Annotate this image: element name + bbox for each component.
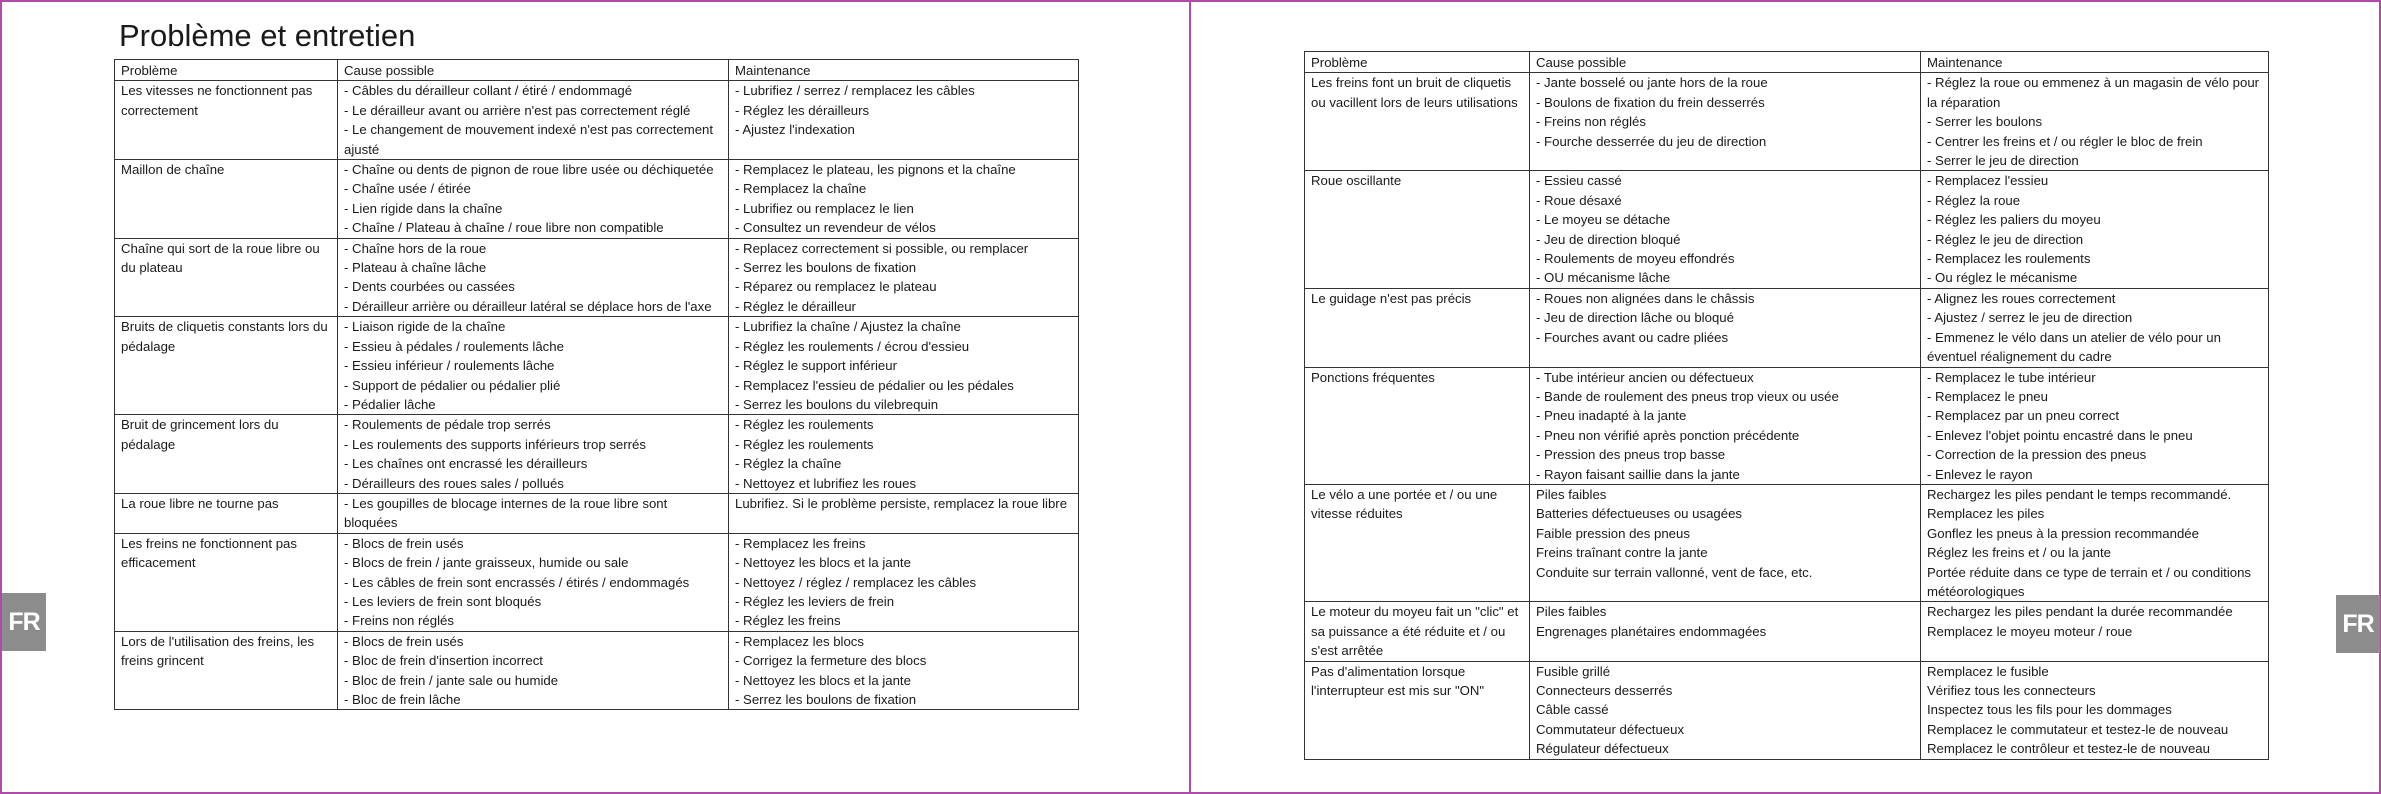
maintenance-line: Remplacez le contrôleur et testez-le de nouveau (1927, 741, 2210, 757)
problem-cell (1305, 367, 1530, 484)
maintenance-line: - Remplacez le tube intérieur (1927, 369, 2096, 385)
cause-line: - Dents courbées ou cassées (344, 279, 515, 295)
problem-cell (115, 415, 338, 494)
problem-line: Pas d'alimentation lorsque l'interrupteur est mis sur "ON" (1311, 663, 1485, 698)
cause-line: Conduite sur terrain vallonné, vent de face, etc. (1536, 564, 1813, 580)
problem-cell (115, 238, 338, 317)
problem-cell (115, 493, 338, 533)
maintenance-line: - Lubrifiez / serrez / remplacez les câbles (735, 83, 975, 99)
table-header-row (1305, 52, 2269, 73)
maintenance-cell (729, 81, 1079, 160)
cause-line: - Blocs de frein usés (344, 535, 464, 551)
maintenance-line: - Remplacez l'essieu de pédalier ou les pédales (735, 377, 1014, 393)
cause-line: Régulateur défectueux (1536, 741, 1669, 757)
cause-line: Engrenages planétaires endommagées (1536, 623, 1767, 639)
cause-line: - Les roulements des supports inférieurs trop serrés (344, 436, 646, 452)
cause-line: - Dérailleur arrière ou dérailleur latéral se déplace hors de l'axe (344, 298, 712, 314)
maintenance-cell (729, 238, 1079, 317)
page-border-left (0, 0, 2, 794)
maintenance-line: - Réparez ou remplacez le plateau (735, 279, 937, 295)
maintenance-line: - Réglez le jeu de direction (1927, 231, 2084, 247)
maintenance-line: - Réglez la chaîne (735, 456, 842, 472)
cause-line: - Chaîne / Plateau à chaîne / roue libre non compatible (344, 220, 664, 236)
cause-cell (338, 493, 729, 533)
problem-line: Le guidage n'est pas précis (1311, 290, 1472, 306)
cause-line: Câble cassé (1536, 702, 1609, 718)
maintenance-line: - Nettoyez les blocs et la jante (735, 555, 911, 571)
problem-line: Les freins font un bruit de cliquetis ou vacillent lors de leurs utilisations (1311, 75, 1518, 110)
maintenance-line: - Réglez les dérailleurs (735, 102, 870, 118)
maintenance-line: - Emmenez le vélo dans un atelier de vélo pour un éventuel réalignement du cadre (1927, 329, 2221, 365)
problem-line: La roue libre ne tourne pas (121, 495, 279, 511)
cause-cell (1530, 73, 1921, 171)
maintenance-line: - Remplacez les blocs (735, 633, 864, 649)
maintenance-line: - Serrez les boulons de fixation (735, 260, 917, 276)
maintenance-line: - Consultez un revendeur de vélos (735, 220, 936, 236)
table-row (1305, 602, 2269, 661)
maintenance-cell (729, 415, 1079, 494)
cause-line: - Tube intérieur ancien ou défectueux (1536, 369, 1754, 385)
cause-cell (338, 317, 729, 415)
cause-cell (1530, 602, 1921, 661)
maintenance-line: Rechargez les piles pendant la durée recommandée (1927, 604, 2233, 620)
maintenance-line: - Lubrifiez ou remplacez le lien (735, 200, 914, 216)
maintenance-line: - Enlevez l'objet pointu encastré dans le pneu (1927, 427, 2193, 443)
maintenance-line: - Remplacez le pneu (1927, 388, 2048, 404)
table-row (1305, 661, 2269, 759)
maintenance-line: - Remplacez l'essieu (1927, 173, 2049, 189)
maintenance-line: - Réglez les leviers de frein (735, 593, 895, 609)
maintenance-cell (729, 160, 1079, 239)
problem-line: Lors de l'utilisation des freins, les freins grincent (121, 633, 315, 669)
maintenance-cell (1921, 73, 2269, 171)
maintenance-line: Remplacez le fusible (1927, 663, 2049, 679)
cause-cell (1530, 661, 1921, 759)
table-row (115, 533, 1079, 631)
cause-cell (1530, 288, 1921, 367)
cause-line: - Les goupilles de blocage internes de la roue libre sont bloquées (344, 495, 668, 531)
cause-cell (338, 415, 729, 494)
table-row (1305, 171, 2269, 288)
cause-line: - Fourche desserrée du jeu de direction (1536, 133, 1767, 149)
maintenance-line: - Réglez le support inférieur (735, 358, 897, 374)
maintenance-line: - Réglez les roulements / écrou d'essieu (735, 338, 970, 354)
maintenance-cell (1921, 661, 2269, 759)
problem-cell (1305, 602, 1530, 661)
maintenance-line: Rechargez les piles pendant le temps recommandé. (1927, 486, 2232, 502)
maintenance-line: - Serrer les boulons (1927, 114, 2043, 130)
maintenance-line: Remplacez les piles (1927, 506, 2045, 522)
problem-cell (1305, 171, 1530, 288)
cause-line: - Bloc de frein lâche (344, 692, 461, 707)
maintenance-line: Gonflez les pneus à la pression recommandée (1927, 525, 2199, 541)
cause-line: - Pression des pneus trop basse (1536, 447, 1726, 463)
cause-line: - Chaîne hors de la roue (344, 240, 487, 256)
cause-line: - Freins non réglés (1536, 114, 1646, 130)
maintenance-line: Remplacez le moyeu moteur / roue (1927, 623, 2133, 639)
problem-cell (1305, 661, 1530, 759)
table-row (1305, 367, 2269, 484)
maintenance-line: - Centrer les freins et / ou régler le bloc de frein (1927, 133, 2203, 149)
table-row (1305, 288, 2269, 367)
cause-line: - Câbles du dérailleur collant / étiré / endommagé (344, 83, 633, 99)
table-row (115, 493, 1079, 533)
maintenance-line: Réglez les freins et / ou la jante (1927, 545, 2111, 561)
table-header-row (115, 60, 1079, 81)
maintenance-line: - Correction de la pression des pneus (1927, 447, 2147, 463)
maintenance-cell (1921, 288, 2269, 367)
table-row (115, 160, 1079, 239)
maintenance-line: - Réglez les paliers du moyeu (1927, 212, 2101, 228)
maintenance-line: - Réglez le dérailleur (735, 298, 856, 314)
problem-line: Ponctions fréquentes (1311, 369, 1435, 385)
table-row (115, 81, 1079, 160)
cause-cell (1530, 484, 1921, 601)
cause-line: - Le changement de mouvement indexé n'est pas correctement ajusté (344, 122, 714, 157)
maintenance-line: Inspectez tous les fils pour les dommages (1927, 702, 2172, 718)
language-tab-right: FR (2336, 595, 2380, 653)
cause-line: - Plateau à chaîne lâche (344, 260, 487, 276)
problem-line: Bruit de grincement lors du pédalage (121, 417, 279, 452)
cause-line: Piles faibles (1536, 604, 1607, 620)
cause-line: - Bloc de frein d'insertion incorrect (344, 653, 543, 669)
maintenance-cell (729, 493, 1079, 533)
cause-line: - Essieu cassé (1536, 173, 1622, 189)
header-maintenance: Maintenance (729, 60, 1079, 81)
problem-line: Le moteur du moyeu fait un "clic" et sa puissance a été réduite et / ou s'est arrêtée (1311, 604, 1519, 659)
table-row (115, 415, 1079, 494)
maintenance-line: - Réglez les roulements (735, 417, 874, 433)
cause-line: - Les chaînes ont encrassé les dérailleurs (344, 456, 588, 472)
cause-line: - Roulements de pédale trop serrés (344, 417, 551, 433)
cause-line: - Support de pédalier ou pédalier plié (344, 377, 561, 393)
maintenance-line: - Remplacez les roulements (1927, 251, 2091, 267)
cause-line: - Blocs de frein / jante graisseux, humide ou sale (344, 555, 629, 571)
troubleshooting-table-left (114, 59, 1079, 710)
problem-line: Chaîne qui sort de la roue libre ou du plateau (121, 240, 320, 276)
cause-line: - OU mécanisme lâche (1536, 270, 1671, 286)
problem-line: Roue oscillante (1311, 173, 1402, 189)
maintenance-line: Lubrifiez. Si le problème persiste, remplacez la roue libre (735, 495, 1068, 511)
maintenance-line: - Alignez les roues correctement (1927, 290, 2116, 306)
maintenance-line: - Ajustez / serrez le jeu de direction (1927, 310, 2133, 326)
cause-cell (1530, 171, 1921, 288)
problem-cell (1305, 288, 1530, 367)
maintenance-line: - Réglez les roulements (735, 436, 874, 452)
maintenance-cell (1921, 602, 2269, 661)
problem-line: Bruits de cliquetis constants lors du pédalage (121, 319, 328, 354)
cause-line: Commutateur défectueux (1536, 721, 1685, 737)
header-cause: Cause possible (338, 60, 729, 81)
maintenance-cell (729, 317, 1079, 415)
cause-line: - Dérailleurs des roues sales / pollués (344, 475, 564, 491)
maintenance-cell (1921, 171, 2269, 288)
language-tab-left: FR (2, 593, 46, 651)
cause-line: - Chaîne ou dents de pignon de roue libre usée ou déchiquetée (344, 162, 714, 178)
cause-line: Fusible grillé (1536, 663, 1611, 679)
cause-line: - Jante bosselé ou jante hors de la roue (1536, 75, 1768, 91)
maintenance-line: - Replacez correctement si possible, ou remplacer (735, 240, 1029, 256)
cause-line: - Pneu inadapté à la jante (1536, 408, 1687, 424)
cause-line: - Essieu à pédales / roulements lâche (344, 338, 564, 354)
cause-line: - Rayon faisant saillie dans la jante (1536, 466, 1740, 482)
maintenance-line: - Ou réglez le mécanisme (1927, 270, 2078, 286)
cause-line: - Les leviers de frein sont bloqués (344, 593, 542, 609)
maintenance-line: Remplacez le commutateur et testez-le de nouveau (1927, 721, 2229, 737)
cause-line: Piles faibles (1536, 486, 1607, 502)
cause-line: - Roulements de moyeu effondrés (1536, 251, 1735, 267)
header-maintenance: Maintenance (1921, 52, 2269, 73)
cause-cell (338, 81, 729, 160)
cause-line: - Blocs de frein usés (344, 633, 464, 649)
cause-line: - Chaîne usée / étirée (344, 181, 471, 197)
maintenance-line: - Nettoyez et lubrifiez les roues (735, 475, 917, 491)
maintenance-line: - Réglez la roue ou emmenez à un magasin de vélo pour la réparation (1927, 75, 2260, 110)
maintenance-line: - Lubrifiez la chaîne / Ajustez la chaîne (735, 319, 961, 335)
maintenance-line: - Réglez la roue (1927, 192, 2021, 208)
problem-line: Maillon de chaîne (121, 162, 225, 178)
cause-line: - Jeu de direction lâche ou bloqué (1536, 310, 1734, 326)
problem-cell (1305, 484, 1530, 601)
cause-line: - Roue désaxé (1536, 192, 1622, 208)
maintenance-line: - Remplacez par un pneu correct (1927, 408, 2120, 424)
maintenance-line: Portée réduite dans ce type de terrain et / ou conditions météorologiques (1927, 564, 2252, 599)
maintenance-line: Vérifiez tous les connecteurs (1927, 683, 2096, 698)
cause-line: - Liaison rigide de la chaîne (344, 319, 506, 335)
maintenance-line: - Enlevez le rayon (1927, 466, 2033, 482)
cause-line: - Freins non réglés (344, 613, 454, 629)
table-row (115, 631, 1079, 710)
page-title: Problème et entretien (119, 18, 416, 53)
maintenance-line: - Serrez les boulons du vilebrequin (735, 396, 939, 412)
cause-cell (338, 238, 729, 317)
problem-cell (115, 81, 338, 160)
cause-line: - Bande de roulement des pneus trop vieux ou usée (1536, 388, 1839, 404)
maintenance-line: - Remplacez les freins (735, 535, 866, 551)
maintenance-cell (1921, 367, 2269, 484)
maintenance-line: - Remplacez la chaîne (735, 181, 867, 197)
problem-line: Les freins ne fonctionnent pas efficacement (121, 535, 297, 571)
cause-line: - Le dérailleur avant ou arrière n'est pas correctement réglé (344, 102, 691, 118)
cause-line: - Les câbles de frein sont encrassés / étirés / endommagés (344, 574, 690, 590)
cause-line: Connecteurs desserrés (1536, 683, 1673, 698)
cause-cell (338, 533, 729, 631)
problem-line: Les vitesses ne fonctionnent pas correctement (121, 83, 313, 118)
problem-line: Le vélo a une portée et / ou une vitesse réduites (1311, 486, 1498, 522)
maintenance-line: - Remplacez le plateau, les pignons et la chaîne (735, 162, 1016, 178)
cause-line: - Le moyeu se détache (1536, 212, 1671, 228)
maintenance-line: - Corrigez la fermeture des blocs (735, 653, 927, 669)
cause-line: - Fourches avant ou cadre pliées (1536, 329, 1729, 345)
maintenance-line: - Nettoyez / réglez / remplacez les câbles (735, 574, 977, 590)
maintenance-line: - Nettoyez les blocs et la jante (735, 672, 911, 688)
cause-line: Batteries défectueuses ou usagées (1536, 506, 1743, 522)
maintenance-line: - Serrez les boulons de fixation (735, 692, 917, 707)
cause-cell (338, 631, 729, 710)
cause-line: - Pneu non vérifié après ponction précédente (1536, 427, 1800, 443)
header-problem: Problème (1305, 52, 1530, 73)
cause-cell (1530, 367, 1921, 484)
cause-line: - Jeu de direction bloqué (1536, 231, 1681, 247)
cause-line: - Bloc de frein / jante sale ou humide (344, 672, 559, 688)
table-row (115, 317, 1079, 415)
page-spread-divider (1189, 0, 1191, 794)
problem-cell (115, 631, 338, 710)
header-problem: Problème (115, 60, 338, 81)
troubleshooting-table-right (1304, 51, 2269, 760)
maintenance-line: - Ajustez l'indexation (735, 122, 855, 138)
table-row (115, 238, 1079, 317)
cause-line: - Lien rigide dans la chaîne (344, 200, 503, 216)
maintenance-line: - Réglez les freins (735, 613, 841, 629)
maintenance-cell (1921, 484, 2269, 601)
problem-cell (115, 533, 338, 631)
problem-cell (115, 317, 338, 415)
table-row (1305, 73, 2269, 171)
problem-cell (115, 160, 338, 239)
maintenance-cell (729, 631, 1079, 710)
cause-line: - Pédalier lâche (344, 396, 436, 412)
cause-line: - Boulons de fixation du frein desserrés (1536, 94, 1765, 110)
table-row (1305, 484, 2269, 601)
problem-cell (1305, 73, 1530, 171)
cause-line: Faible pression des pneus (1536, 525, 1690, 541)
cause-line: - Essieu inférieur / roulements lâche (344, 358, 555, 374)
cause-line: Freins traînant contre la jante (1536, 545, 1708, 561)
maintenance-cell (729, 533, 1079, 631)
maintenance-line: - Serrer le jeu de direction (1927, 153, 2079, 169)
header-cause: Cause possible (1530, 52, 1921, 73)
cause-line: - Roues non alignées dans le châssis (1536, 290, 1755, 306)
cause-cell (338, 160, 729, 239)
